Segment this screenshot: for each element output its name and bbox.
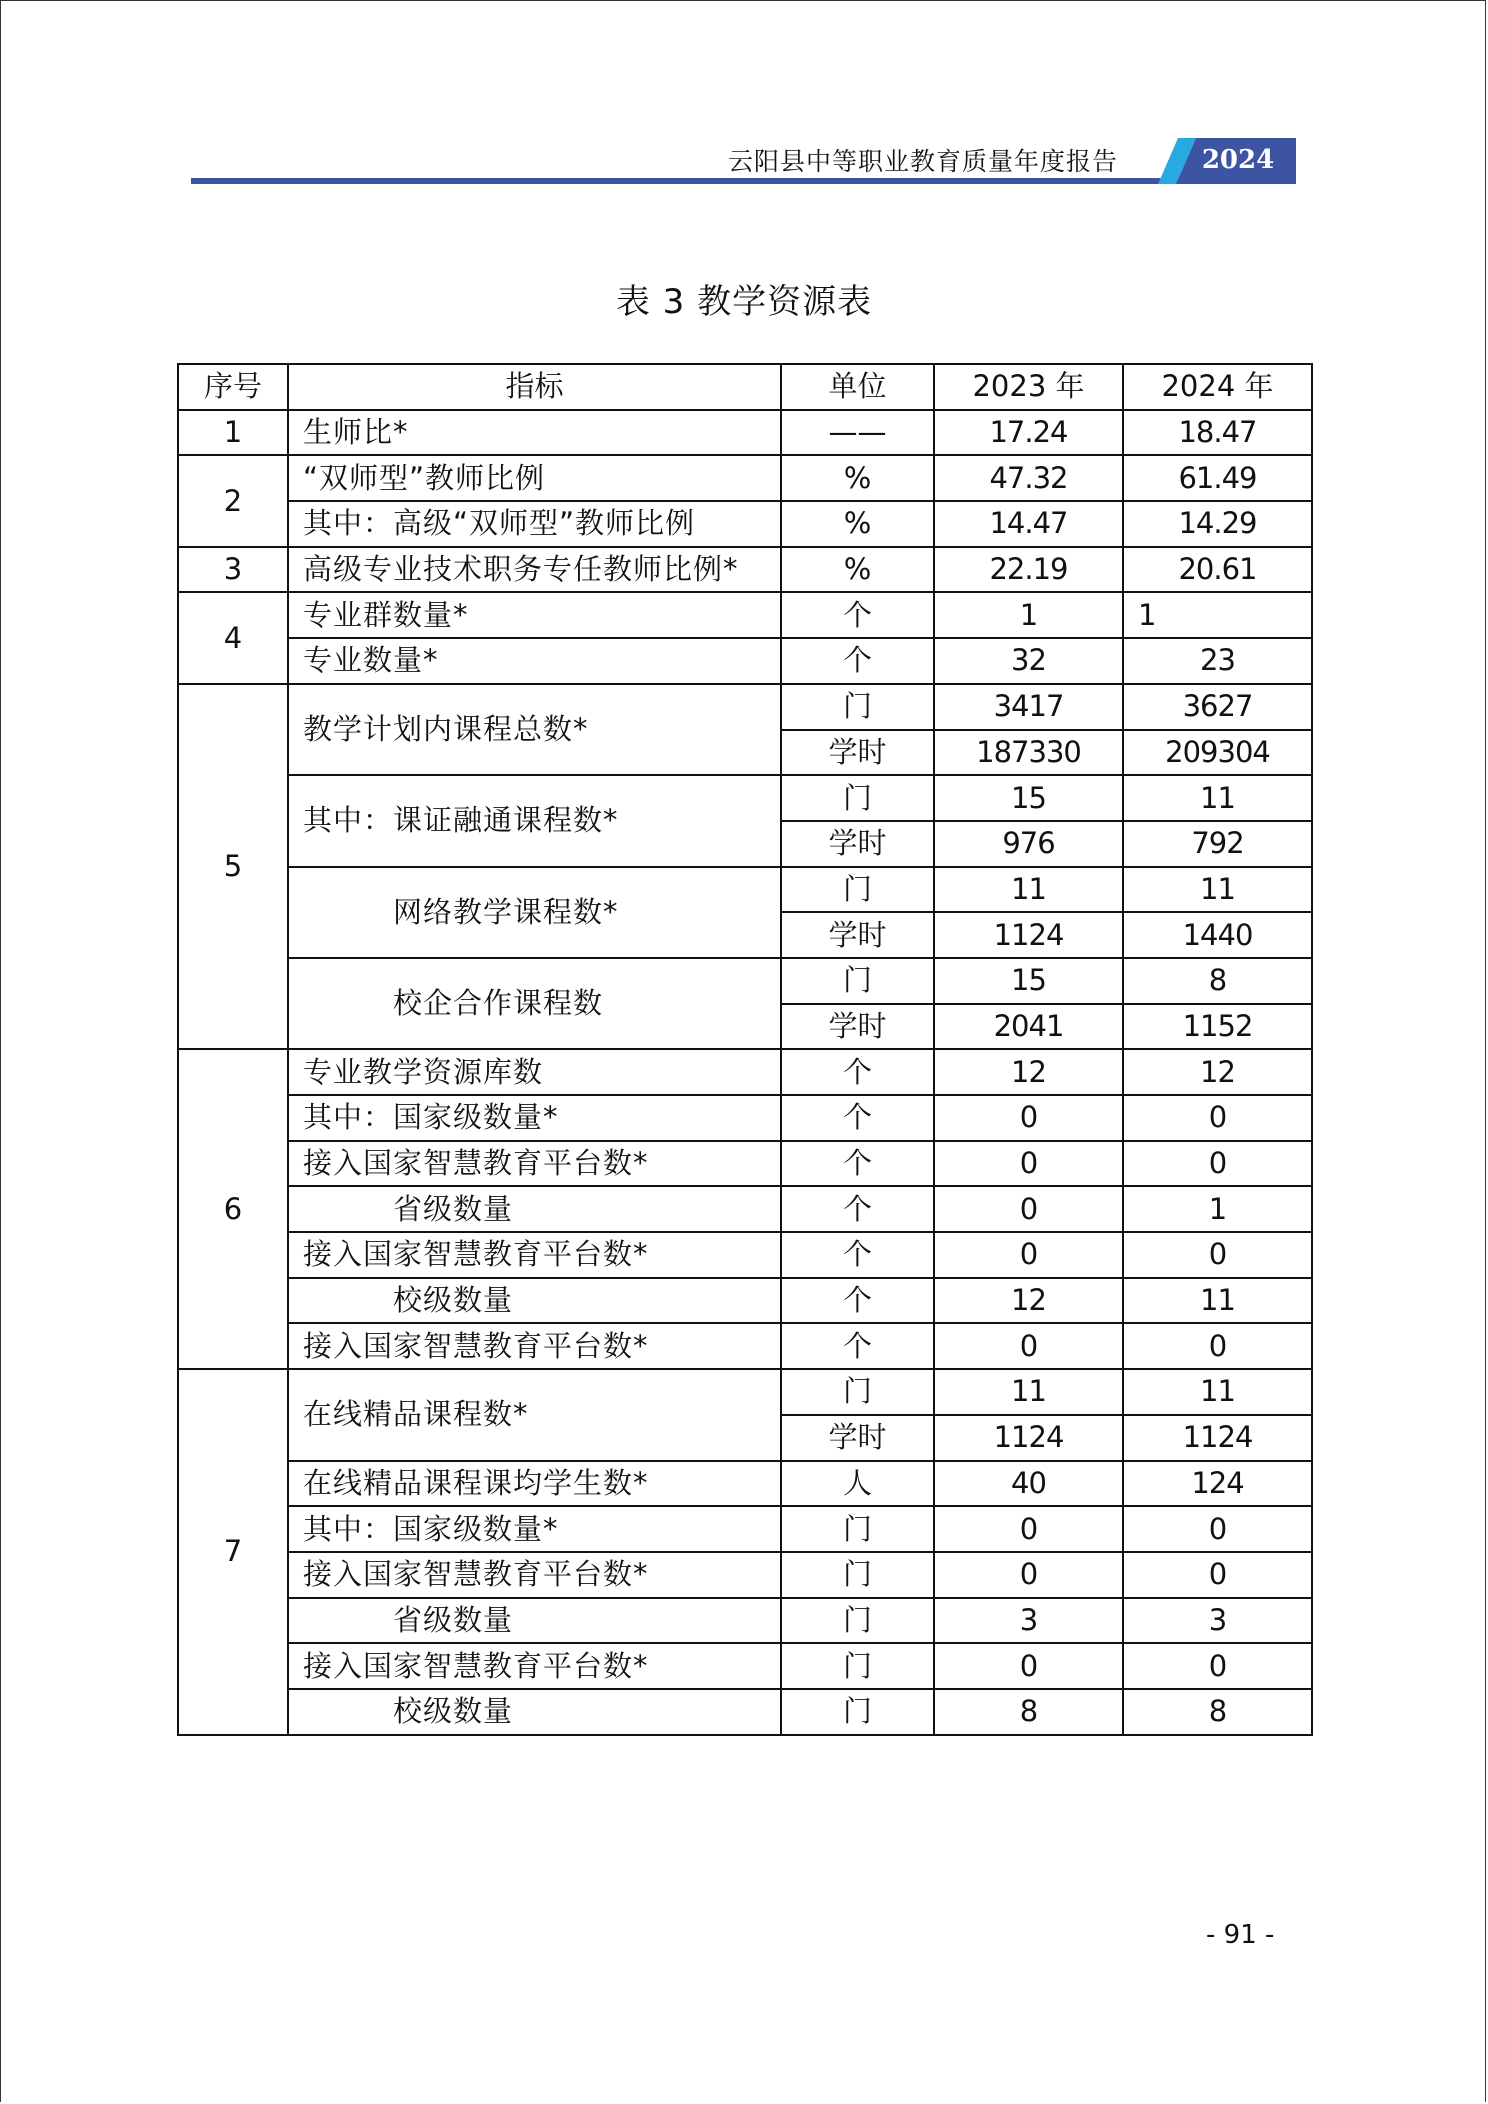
row-indicator: 专业群数量* [288,592,781,638]
row-value-2023: 3417 [934,684,1123,730]
row-value-2023: 40 [934,1461,1123,1507]
table-row [178,1049,1312,1095]
row-value-2024: 1440 [1123,912,1312,958]
row-unit: 门 [781,1506,934,1552]
header-2024: 2024 年 [1123,364,1312,410]
row-unit: 学时 [781,912,934,958]
header-no: 序号 [178,364,288,410]
header-unit: 单位 [781,364,934,410]
row-value-2024: 792 [1123,821,1312,867]
row-unit: 个 [781,1186,934,1232]
table-row [178,1506,1312,1552]
row-value-2023: 0 [934,1323,1123,1369]
row-indicator: 接入国家智慧教育平台数* [288,1643,781,1689]
row-value-2023: 8 [934,1689,1123,1735]
row-value-2024: 3627 [1123,684,1312,730]
header-year: 2024 [1201,145,1275,175]
row-indicator: 教学计划内课程总数* [288,684,781,775]
row-value-2023: 14.47 [934,501,1123,547]
table-row [178,501,1312,547]
row-value-2023: 22.19 [934,547,1123,593]
row-value-2023: 1124 [934,912,1123,958]
row-indicator: 网络教学课程数* [288,867,781,958]
row-unit: % [781,455,934,501]
row-value-2023: 0 [934,1186,1123,1232]
row-unit: 门 [781,867,934,913]
row-value-2024: 124 [1123,1461,1312,1507]
table-row [178,684,1312,730]
row-no: 4 [178,592,288,683]
row-value-2023: 2041 [934,1004,1123,1050]
row-unit: 门 [781,684,934,730]
row-no: 7 [178,1369,288,1735]
row-indicator: 省级数量 [288,1598,781,1644]
row-unit: 门 [781,1643,934,1689]
row-unit: 门 [781,1598,934,1644]
row-no: 3 [178,547,288,593]
row-value-2023: 0 [934,1552,1123,1598]
row-value-2023: 1124 [934,1415,1123,1461]
row-indicator: 专业教学资源库数 [288,1049,781,1095]
row-value-2023: 976 [934,821,1123,867]
row-value-2024: 61.49 [1123,455,1312,501]
row-unit: 个 [781,1278,934,1324]
row-value-2023: 3 [934,1598,1123,1644]
teaching-resources-table [177,363,1313,1736]
row-value-2024: 14.29 [1123,501,1312,547]
row-unit: 个 [781,1232,934,1278]
row-unit: % [781,501,934,547]
table-row [178,638,1312,684]
row-value-2023: 0 [934,1506,1123,1552]
row-value-2024: 20.61 [1123,547,1312,593]
row-value-2024: 3 [1123,1598,1312,1644]
row-value-2024: 209304 [1123,730,1312,776]
table-row [178,410,1312,456]
table-row [178,1141,1312,1187]
row-value-2024: 11 [1123,1369,1312,1415]
row-unit: 学时 [781,730,934,776]
row-no: 1 [178,410,288,456]
row-no: 6 [178,1049,288,1369]
table-row [178,1232,1312,1278]
row-value-2024: 11 [1123,775,1312,821]
table-row [178,867,1312,913]
row-value-2024: 12 [1123,1049,1312,1095]
header-2023: 2023 年 [934,364,1123,410]
row-unit: 学时 [781,1004,934,1050]
row-unit: 门 [781,775,934,821]
table-row [178,1095,1312,1141]
row-unit: 门 [781,1552,934,1598]
table-row [178,592,1312,638]
table-title: 表 3 教学资源表 [615,282,873,322]
row-value-2023: 0 [934,1095,1123,1141]
row-unit: —— [781,410,934,456]
row-unit: % [781,547,934,593]
row-unit: 门 [781,958,934,1004]
row-value-2024: 0 [1123,1141,1312,1187]
table-row [178,455,1312,501]
row-value-2024: 11 [1123,867,1312,913]
row-unit: 人 [781,1461,934,1507]
row-value-2024: 1124 [1123,1415,1312,1461]
row-value-2024: 0 [1123,1643,1312,1689]
row-value-2023: 11 [934,867,1123,913]
report-header-title: 云阳县中等职业教育质量年度报告 [728,147,1119,176]
row-value-2023: 0 [934,1643,1123,1689]
row-value-2023: 17.24 [934,410,1123,456]
row-indicator: 接入国家智慧教育平台数* [288,1552,781,1598]
page-number: - 91 - [1206,1920,1275,1950]
row-value-2024: 1152 [1123,1004,1312,1050]
row-unit: 个 [781,592,934,638]
table-row [178,1552,1312,1598]
row-value-2023: 15 [934,958,1123,1004]
row-value-2023: 187330 [934,730,1123,776]
row-unit: 个 [781,1049,934,1095]
row-indicator: “双师型”教师比例 [288,455,781,501]
row-indicator: 其中：国家级数量* [288,1095,781,1141]
row-unit: 学时 [781,1415,934,1461]
row-unit: 个 [781,1141,934,1187]
row-value-2024: 0 [1123,1506,1312,1552]
table-row [178,958,1312,1004]
row-value-2024: 0 [1123,1552,1312,1598]
row-value-2024: 23 [1123,638,1312,684]
row-value-2024: 8 [1123,958,1312,1004]
row-indicator: 接入国家智慧教育平台数* [288,1323,781,1369]
table-row [178,775,1312,821]
row-indicator: 校级数量 [288,1278,781,1324]
table-row [178,1689,1312,1735]
table-row [178,1598,1312,1644]
table-row [178,1186,1312,1232]
table-header-row [178,364,1312,410]
row-value-2023: 0 [934,1141,1123,1187]
row-indicator: 专业数量* [288,638,781,684]
row-indicator: 在线精品课程课均学生数* [288,1461,781,1507]
row-indicator: 高级专业技术职务专任教师比例* [288,547,781,593]
row-value-2023: 47.32 [934,455,1123,501]
row-unit: 个 [781,1323,934,1369]
row-value-2023: 12 [934,1278,1123,1324]
row-value-2023: 12 [934,1049,1123,1095]
row-unit: 个 [781,1095,934,1141]
table-row [178,1643,1312,1689]
row-value-2024: 0 [1123,1323,1312,1369]
row-value-2023: 0 [934,1232,1123,1278]
row-unit: 学时 [781,821,934,867]
table-row [178,1278,1312,1324]
row-indicator: 接入国家智慧教育平台数* [288,1232,781,1278]
row-no: 2 [178,455,288,546]
table-row [178,547,1312,593]
row-indicator: 省级数量 [288,1186,781,1232]
row-value-2024: 18.47 [1123,410,1312,456]
row-value-2024: 11 [1123,1278,1312,1324]
row-indicator: 校企合作课程数 [288,958,781,1049]
table-row [178,1369,1312,1415]
row-indicator: 生师比* [288,410,781,456]
row-indicator: 其中：高级“双师型”教师比例 [288,501,781,547]
row-value-2024: 8 [1123,1689,1312,1735]
row-indicator: 其中：课证融通课程数* [288,775,781,866]
row-indicator: 接入国家智慧教育平台数* [288,1141,781,1187]
row-no: 5 [178,684,288,1050]
row-value-2024: 1 [1123,1186,1312,1232]
table-row [178,1461,1312,1507]
row-value-2023: 32 [934,638,1123,684]
row-unit: 门 [781,1369,934,1415]
row-value-2023: 15 [934,775,1123,821]
row-value-2024: 0 [1123,1095,1312,1141]
row-value-2024: 1 [1123,592,1312,638]
row-indicator: 在线精品课程数* [288,1369,781,1460]
row-unit: 门 [781,1689,934,1735]
header-rule [191,178,1296,184]
row-value-2023: 11 [934,1369,1123,1415]
table-row [178,1323,1312,1369]
row-indicator: 校级数量 [288,1689,781,1735]
row-value-2023: 1 [934,592,1123,638]
row-value-2024: 0 [1123,1232,1312,1278]
row-unit: 个 [781,638,934,684]
header-indicator: 指标 [288,364,781,410]
row-indicator: 其中：国家级数量* [288,1506,781,1552]
